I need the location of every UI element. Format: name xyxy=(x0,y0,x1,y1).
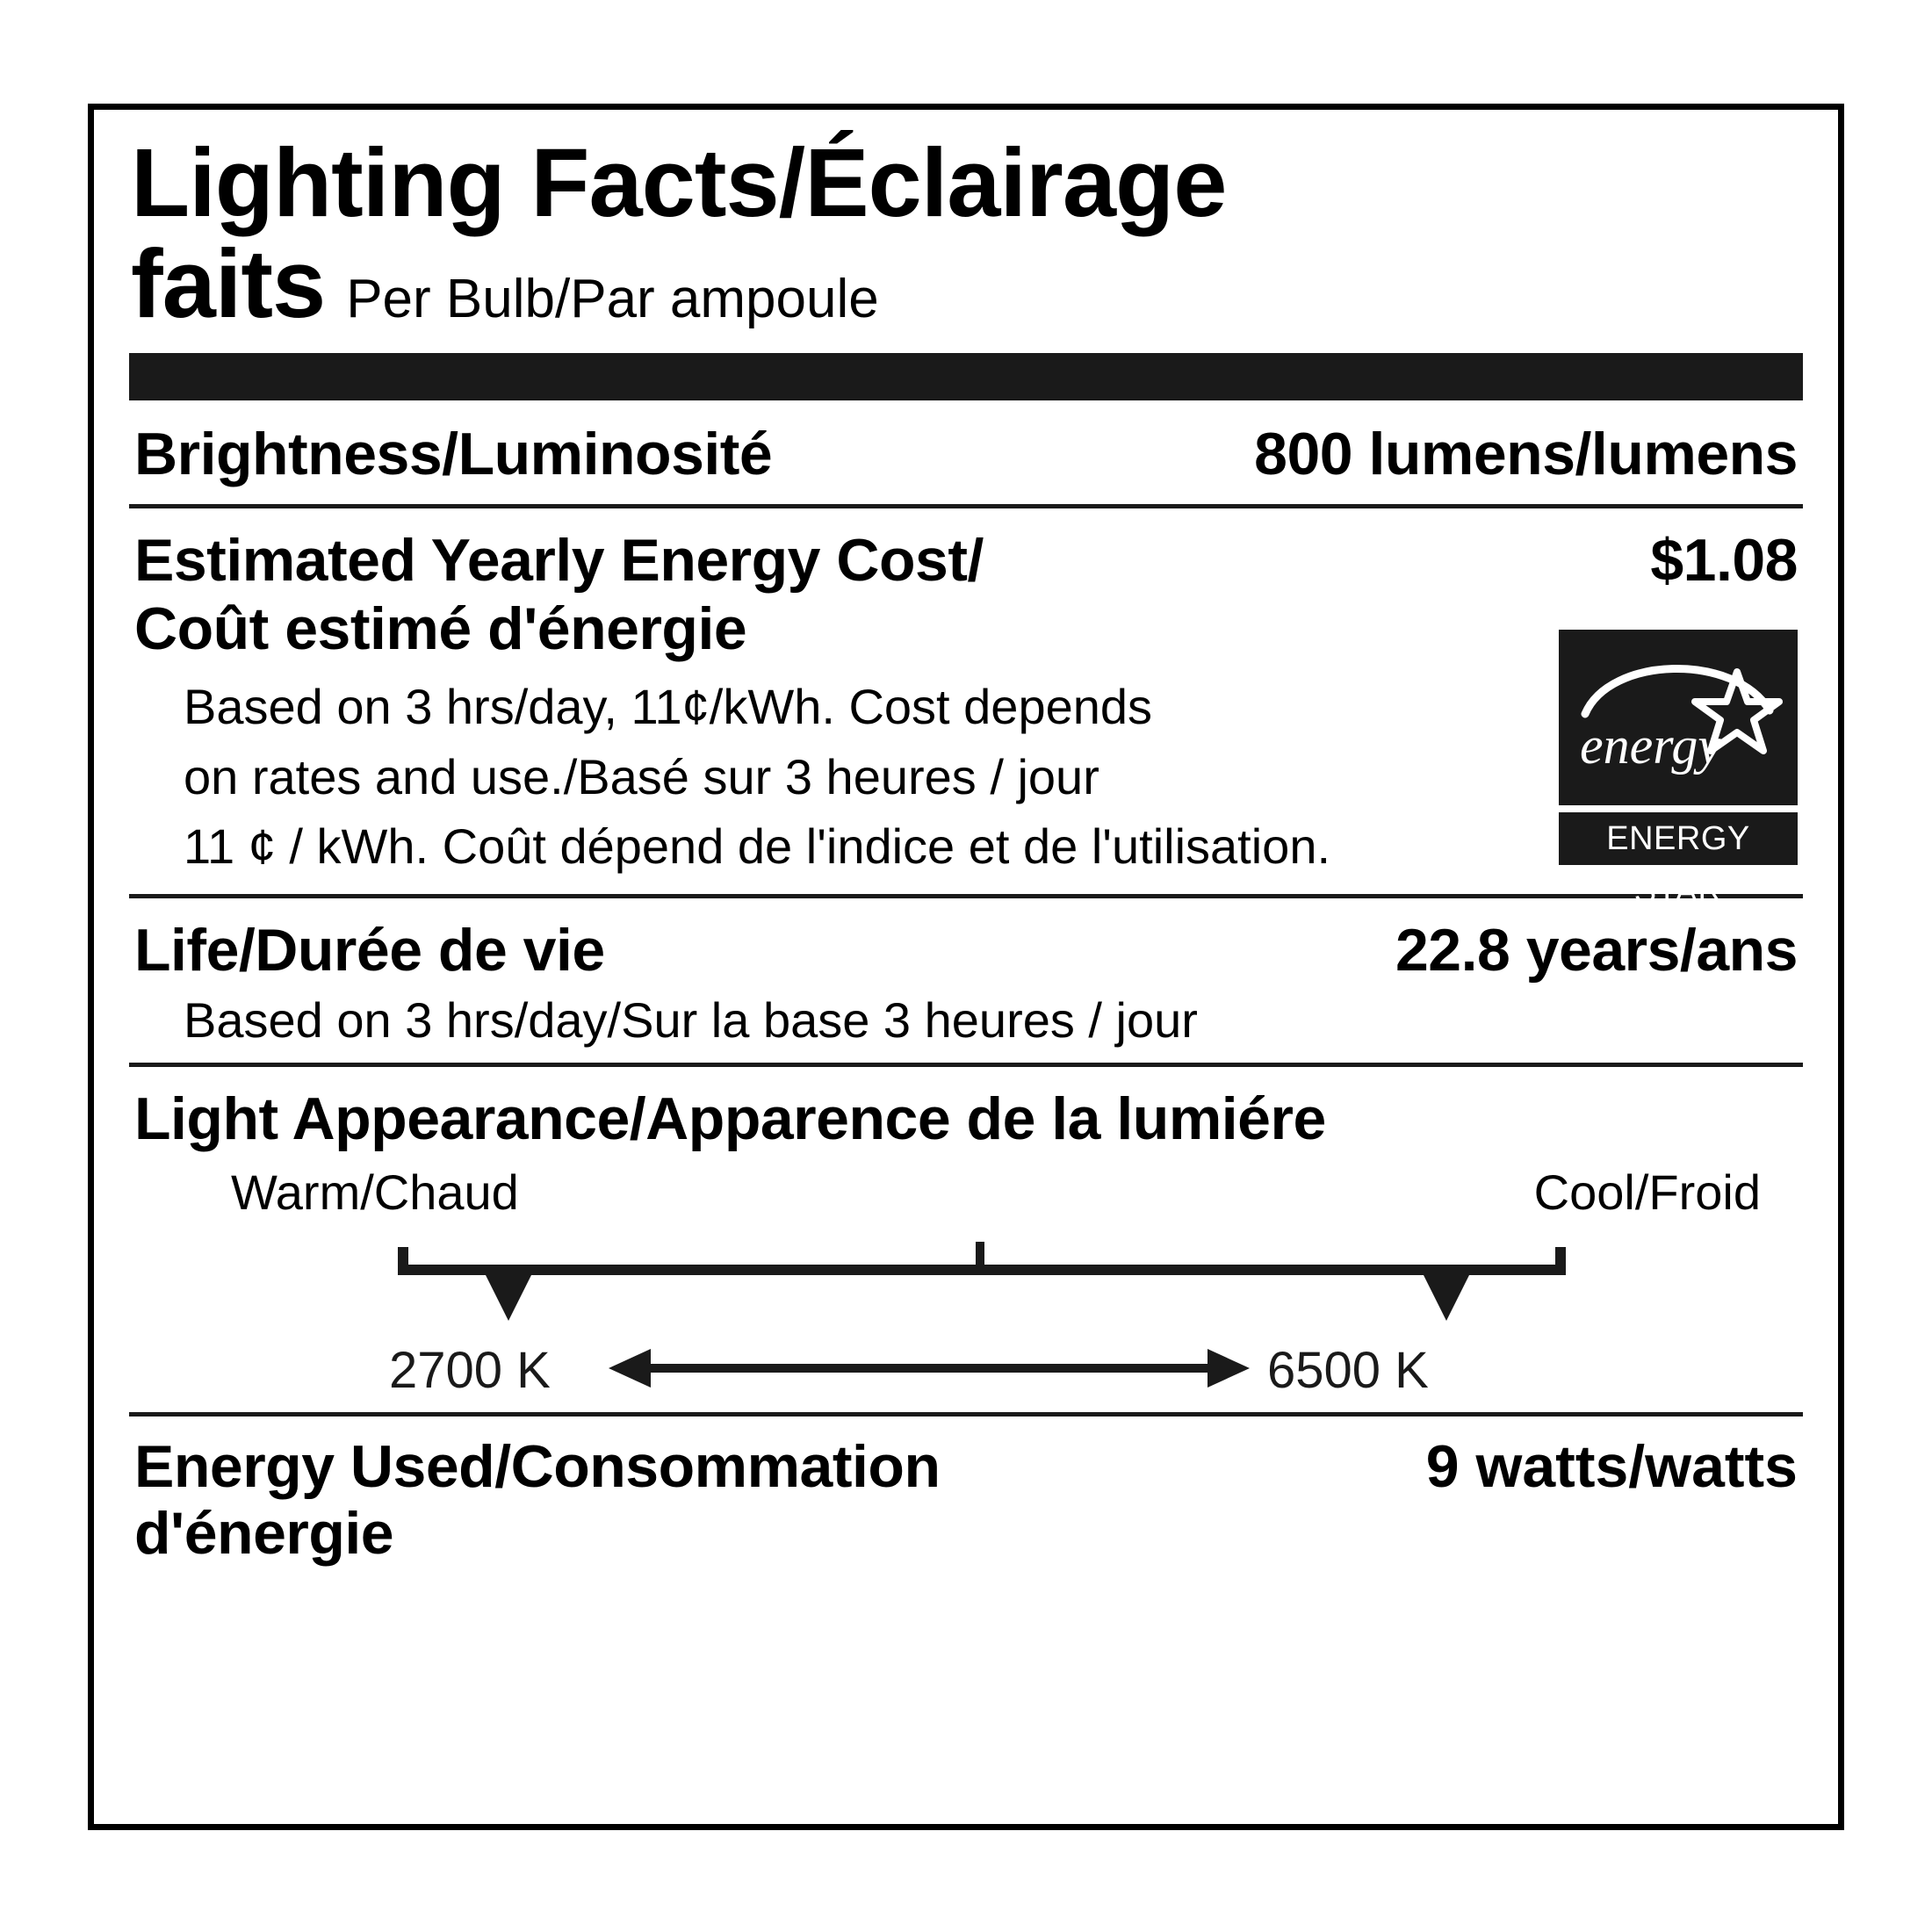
energy-used-value: 9 watts/watts xyxy=(1425,1432,1798,1500)
warm-kelvin-value: 2700 K xyxy=(389,1341,551,1399)
energy-cost-block xyxy=(129,508,1803,910)
energy-used-row xyxy=(134,1432,1798,1567)
color-temp-scale-graphic xyxy=(134,1236,1820,1403)
per-bulb-text: Per Bulb/Par ampoule xyxy=(346,269,879,330)
energy-star-icon xyxy=(1559,630,1798,805)
warm-label: Warm/Chaud xyxy=(231,1164,519,1220)
energy-cost-head xyxy=(134,526,1798,663)
title-block xyxy=(129,129,1803,339)
brightness-value: 800 lumens/lumens xyxy=(1254,420,1798,487)
life-value: 22.8 years/ans xyxy=(1395,916,1798,984)
life-label: Life/Durée de vie xyxy=(134,916,605,984)
energy-used-block xyxy=(129,1417,1803,1567)
title-line-2 xyxy=(131,230,1803,339)
light-appearance-label: Light Appearance/Apparence de la lumiére xyxy=(134,1085,1326,1152)
energy-cost-note-line1: Based on 3 hrs/day, 11¢/kWh. Cost depends xyxy=(184,678,1153,734)
color-temperature-scale xyxy=(134,1236,1798,1403)
energy-star-caption: ENERGY STAR xyxy=(1559,812,1798,865)
energy-used-label-line2: d'énergie xyxy=(134,1499,394,1567)
cool-kelvin-value: 6500 K xyxy=(1267,1341,1429,1399)
life-note: Based on 3 hrs/day/Sur la base 3 heures / jour xyxy=(184,991,1198,1048)
energy-cost-note-line2: on rates and use./Basé sur 3 heures / jour xyxy=(184,748,1099,804)
energy-cost-label-line1: Estimated Yearly Energy Cost/ xyxy=(134,526,984,594)
lighting-facts-label xyxy=(88,104,1844,1830)
energy-used-label-line1: Energy Used/Consommation xyxy=(134,1432,941,1500)
brightness-label: Brightness/Luminosité xyxy=(134,420,773,487)
life-row xyxy=(134,916,1798,984)
light-appearance-ends xyxy=(134,1153,1798,1221)
energy-star-mark xyxy=(1559,630,1798,805)
title-line-1: Lighting Facts/Éclairage xyxy=(131,129,1227,237)
energy-cost-note xyxy=(134,663,1554,882)
brightness-row xyxy=(129,400,1803,504)
energy-used-label xyxy=(134,1433,941,1567)
title-faits: faits xyxy=(131,230,326,339)
light-appearance-block xyxy=(129,1067,1803,1412)
energy-star-logo xyxy=(1559,630,1798,910)
energy-cost-note-line3: 11 ¢ / kWh. Coût dépend de l'indice et de l'utilisation. xyxy=(184,818,1331,875)
energy-cost-label xyxy=(134,526,984,663)
energy-cost-value: $1.08 xyxy=(1650,526,1798,594)
cool-label: Cool/Froid xyxy=(1533,1164,1761,1220)
header-bar xyxy=(129,353,1803,400)
energy-cost-label-line2: Coût estimé d'énergie xyxy=(134,595,747,662)
svg-text:energy: energy xyxy=(1580,716,1722,775)
life-block xyxy=(129,898,1803,1063)
label-inner xyxy=(129,129,1803,1803)
